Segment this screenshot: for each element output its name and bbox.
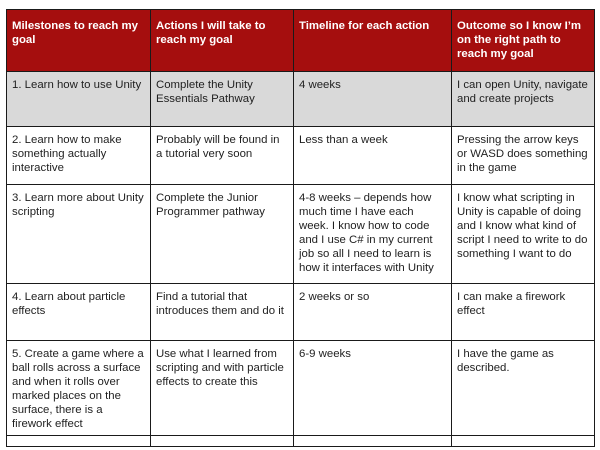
table-row-empty [7,436,595,447]
cell-timeline: 6-9 weeks [294,341,452,436]
cell-empty [7,436,151,447]
cell-outcome: I can open Unity, navigate and create projects [452,72,595,127]
cell-outcome: I can make a firework effect [452,284,595,341]
cell-empty [151,436,294,447]
table-row [7,284,595,341]
cell-action: Complete the Unity Essentials Pathway [151,72,294,127]
header-timeline: Timeline for each action [294,10,452,72]
cell-milestone: 5. Create a game where a ball rolls across a surface and when it rolls over marked places on the surface, there is a firework effect [7,341,151,436]
table-row [7,127,595,185]
table-header-row [7,10,595,72]
cell-action: Probably will be found in a tutorial very soon [151,127,294,185]
cell-outcome: I have the game as described. [452,341,595,436]
cell-action: Use what I learned from scripting and with particle effects to create this [151,341,294,436]
cell-milestone: 2. Learn how to make something actually interactive [7,127,151,185]
table-row [7,185,595,284]
header-milestones: Milestones to reach my goal [7,10,151,72]
table-row [7,72,595,127]
goal-plan-table [6,9,595,447]
cell-milestone: 1. Learn how to use Unity [7,72,151,127]
cell-outcome: I know what scripting in Unity is capable of doing and I know what kind of script I need to write to do something I want to do [452,185,595,284]
cell-action: Complete the Junior Programmer pathway [151,185,294,284]
cell-empty [452,436,595,447]
cell-timeline: 4 weeks [294,72,452,127]
cell-timeline: 4-8 weeks – depends how much time I have each week. I know how to code and I use C# in my current job so all I need to learn is how it interfaces with Unity [294,185,452,284]
header-actions: Actions I will take to reach my goal [151,10,294,72]
cell-timeline: Less than a week [294,127,452,185]
header-outcome: Outcome so I know I’m on the right path to reach my goal [452,10,595,72]
cell-milestone: 4. Learn about particle effects [7,284,151,341]
cell-action: Find a tutorial that introduces them and do it [151,284,294,341]
cell-empty [294,436,452,447]
table-row [7,341,595,436]
cell-timeline: 2 weeks or so [294,284,452,341]
cell-milestone: 3. Learn more about Unity scripting [7,185,151,284]
cell-outcome: Pressing the arrow keys or WASD does something in the game [452,127,595,185]
